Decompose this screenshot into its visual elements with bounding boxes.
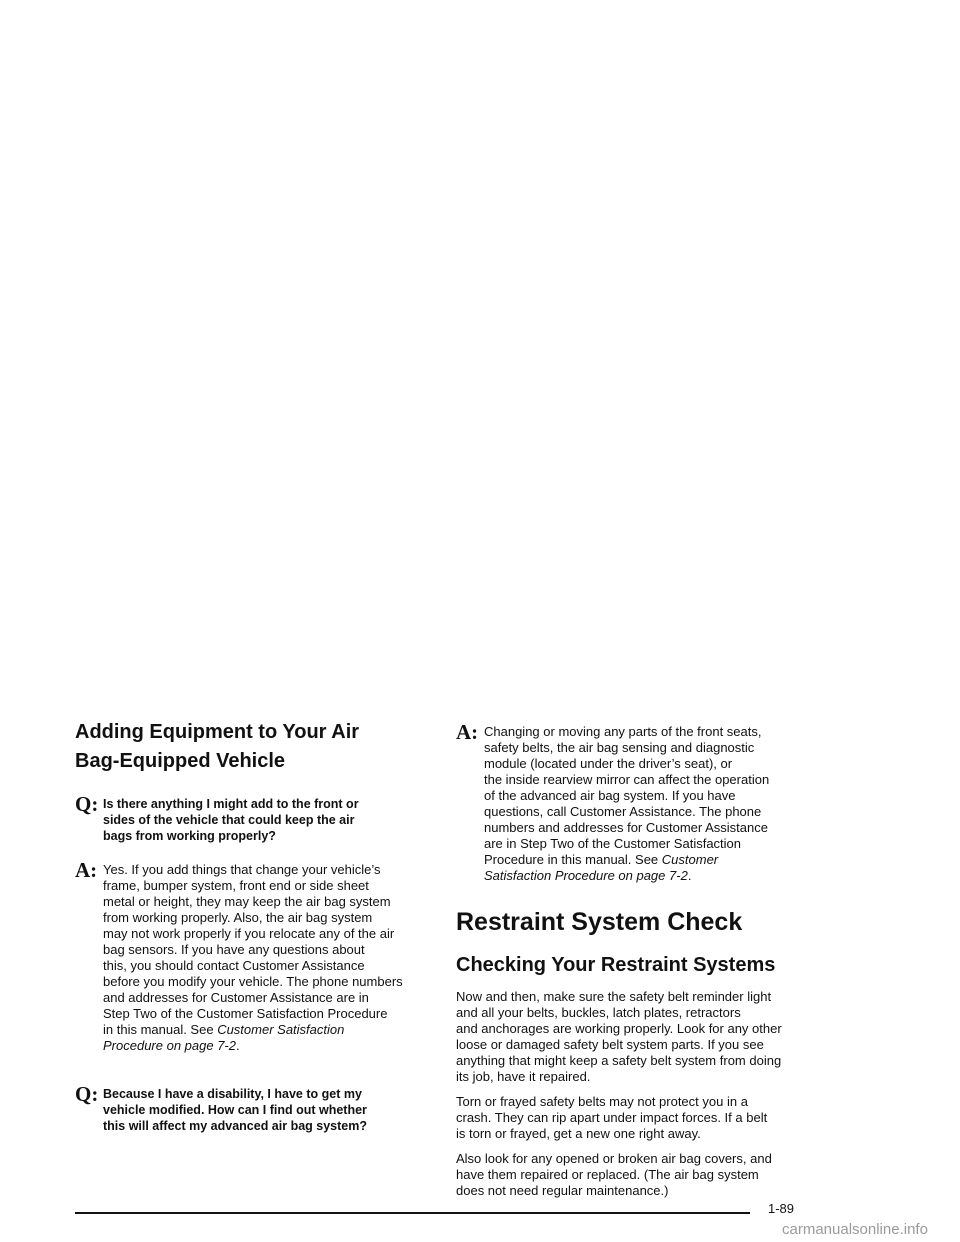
p1-line: anything that might keep a safety belt system from doing (456, 1053, 782, 1068)
p3-line: Also look for any opened or broken air bag covers, and (456, 1151, 772, 1166)
page-number: 1-89 (768, 1201, 795, 1216)
p1-line: and anchorages are working properly. Look for any other (456, 1021, 782, 1036)
p1-line: and all your belts, buckles, latch plates, retractors (456, 1005, 741, 1020)
answer-2-text (484, 724, 828, 884)
heading-line-2: Bag-Equipped Vehicle (75, 750, 286, 772)
a2-line: questions, call Customer Assistance. The phone (484, 804, 762, 819)
paragraph-3 (456, 1151, 828, 1199)
a1-line: bag sensors. If you have any questions about (103, 942, 365, 957)
a2-line: numbers and addresses for Customer Assistance (484, 820, 768, 835)
a2-end: . (687, 868, 692, 883)
question-2 (75, 1082, 435, 1134)
p3-line: have them repaired or replaced. (The air bag system (456, 1167, 759, 1182)
answer-letter: A: (75, 858, 98, 882)
heading-line-1: Adding Equipment to Your Air (75, 721, 360, 743)
a1-line: metal or height, they may keep the air bag system (103, 894, 391, 909)
a2-line: module (located under the driver’s seat), or (484, 756, 733, 771)
answer-2 (456, 720, 828, 884)
q2-line: this will affect my advanced air bag system? (103, 1119, 367, 1133)
cross-reference-link[interactable]: Customer (661, 852, 719, 867)
footer-rule (75, 1212, 750, 1214)
a1-see-prefix: in this manual. See (103, 1022, 218, 1037)
cross-reference-link[interactable]: Satisfaction Procedure on page 7-2 (484, 868, 688, 883)
watermark: carmanualsonline.info (782, 1221, 928, 1238)
q2-line: vehicle modified. How can I find out whether (103, 1103, 367, 1117)
a1-line: Step Two of the Customer Satisfaction Procedure (103, 1006, 388, 1021)
a1-line: before you modify your vehicle. The phone numbers (103, 974, 403, 989)
cross-reference-link[interactable]: Procedure on page 7-2 (103, 1038, 236, 1053)
p2-line: is torn or frayed, get a new one right away. (456, 1126, 701, 1141)
paragraph-1 (456, 989, 828, 1085)
a2-line: of the advanced air bag system. If you have (484, 788, 736, 803)
p3-line: does not need regular maintenance.) (456, 1183, 669, 1198)
question-1-text (103, 796, 435, 844)
a1-end: . (235, 1038, 240, 1053)
section-title: Restraint System Check (456, 908, 743, 936)
right-column (456, 718, 828, 1199)
a1-line: may not work properly if you relocate any of the air (103, 926, 395, 941)
a2-see-prefix: Procedure in this manual. See (484, 852, 662, 867)
p2-line: crash. They can rip apart under impact forces. If a belt (456, 1110, 768, 1125)
subsection-title: Checking Your Restraint Systems (456, 954, 776, 976)
a1-line: Yes. If you add things that change your vehicle’s (103, 862, 381, 877)
a1-line: frame, bumper system, front end or side sheet (103, 878, 369, 893)
answer-letter: A: (456, 720, 479, 744)
answer-1 (75, 858, 435, 1054)
question-letter: Q: (75, 792, 99, 816)
p2-line: Torn or frayed safety belts may not protect you in a (456, 1094, 748, 1109)
question-1 (75, 792, 435, 844)
q1-line: sides of the vehicle that could keep the air (103, 813, 355, 827)
question-2-text (103, 1086, 435, 1134)
a2-line: Changing or moving any parts of the front seats, (484, 724, 762, 739)
question-letter: Q: (75, 1082, 99, 1106)
p1-line: its job, have it repaired. (456, 1069, 591, 1084)
heading-adding-equipment (75, 718, 435, 776)
a2-line: safety belts, the air bag sensing and diagnostic (484, 740, 755, 755)
a1-line: this, you should contact Customer Assistance (103, 958, 365, 973)
a1-line: and addresses for Customer Assistance are in (103, 990, 369, 1005)
left-column (75, 718, 435, 1134)
answer-1-text (103, 862, 435, 1054)
p1-line: loose or damaged safety belt system parts. If you see (456, 1037, 764, 1052)
a2-line: the inside rearview mirror can affect the operation (484, 772, 770, 787)
a1-line: from working properly. Also, the air bag system (103, 910, 373, 925)
cross-reference-link[interactable]: Customer Satisfaction (217, 1022, 345, 1037)
q2-line: Because I have a disability, I have to get my (103, 1087, 362, 1101)
q1-line: bags from working properly? (103, 829, 276, 843)
paragraph-2 (456, 1094, 828, 1142)
a2-line: are in Step Two of the Customer Satisfaction (484, 836, 742, 851)
q1-line: Is there anything I might add to the front or (103, 797, 359, 811)
p1-line: Now and then, make sure the safety belt reminder light (456, 989, 772, 1004)
